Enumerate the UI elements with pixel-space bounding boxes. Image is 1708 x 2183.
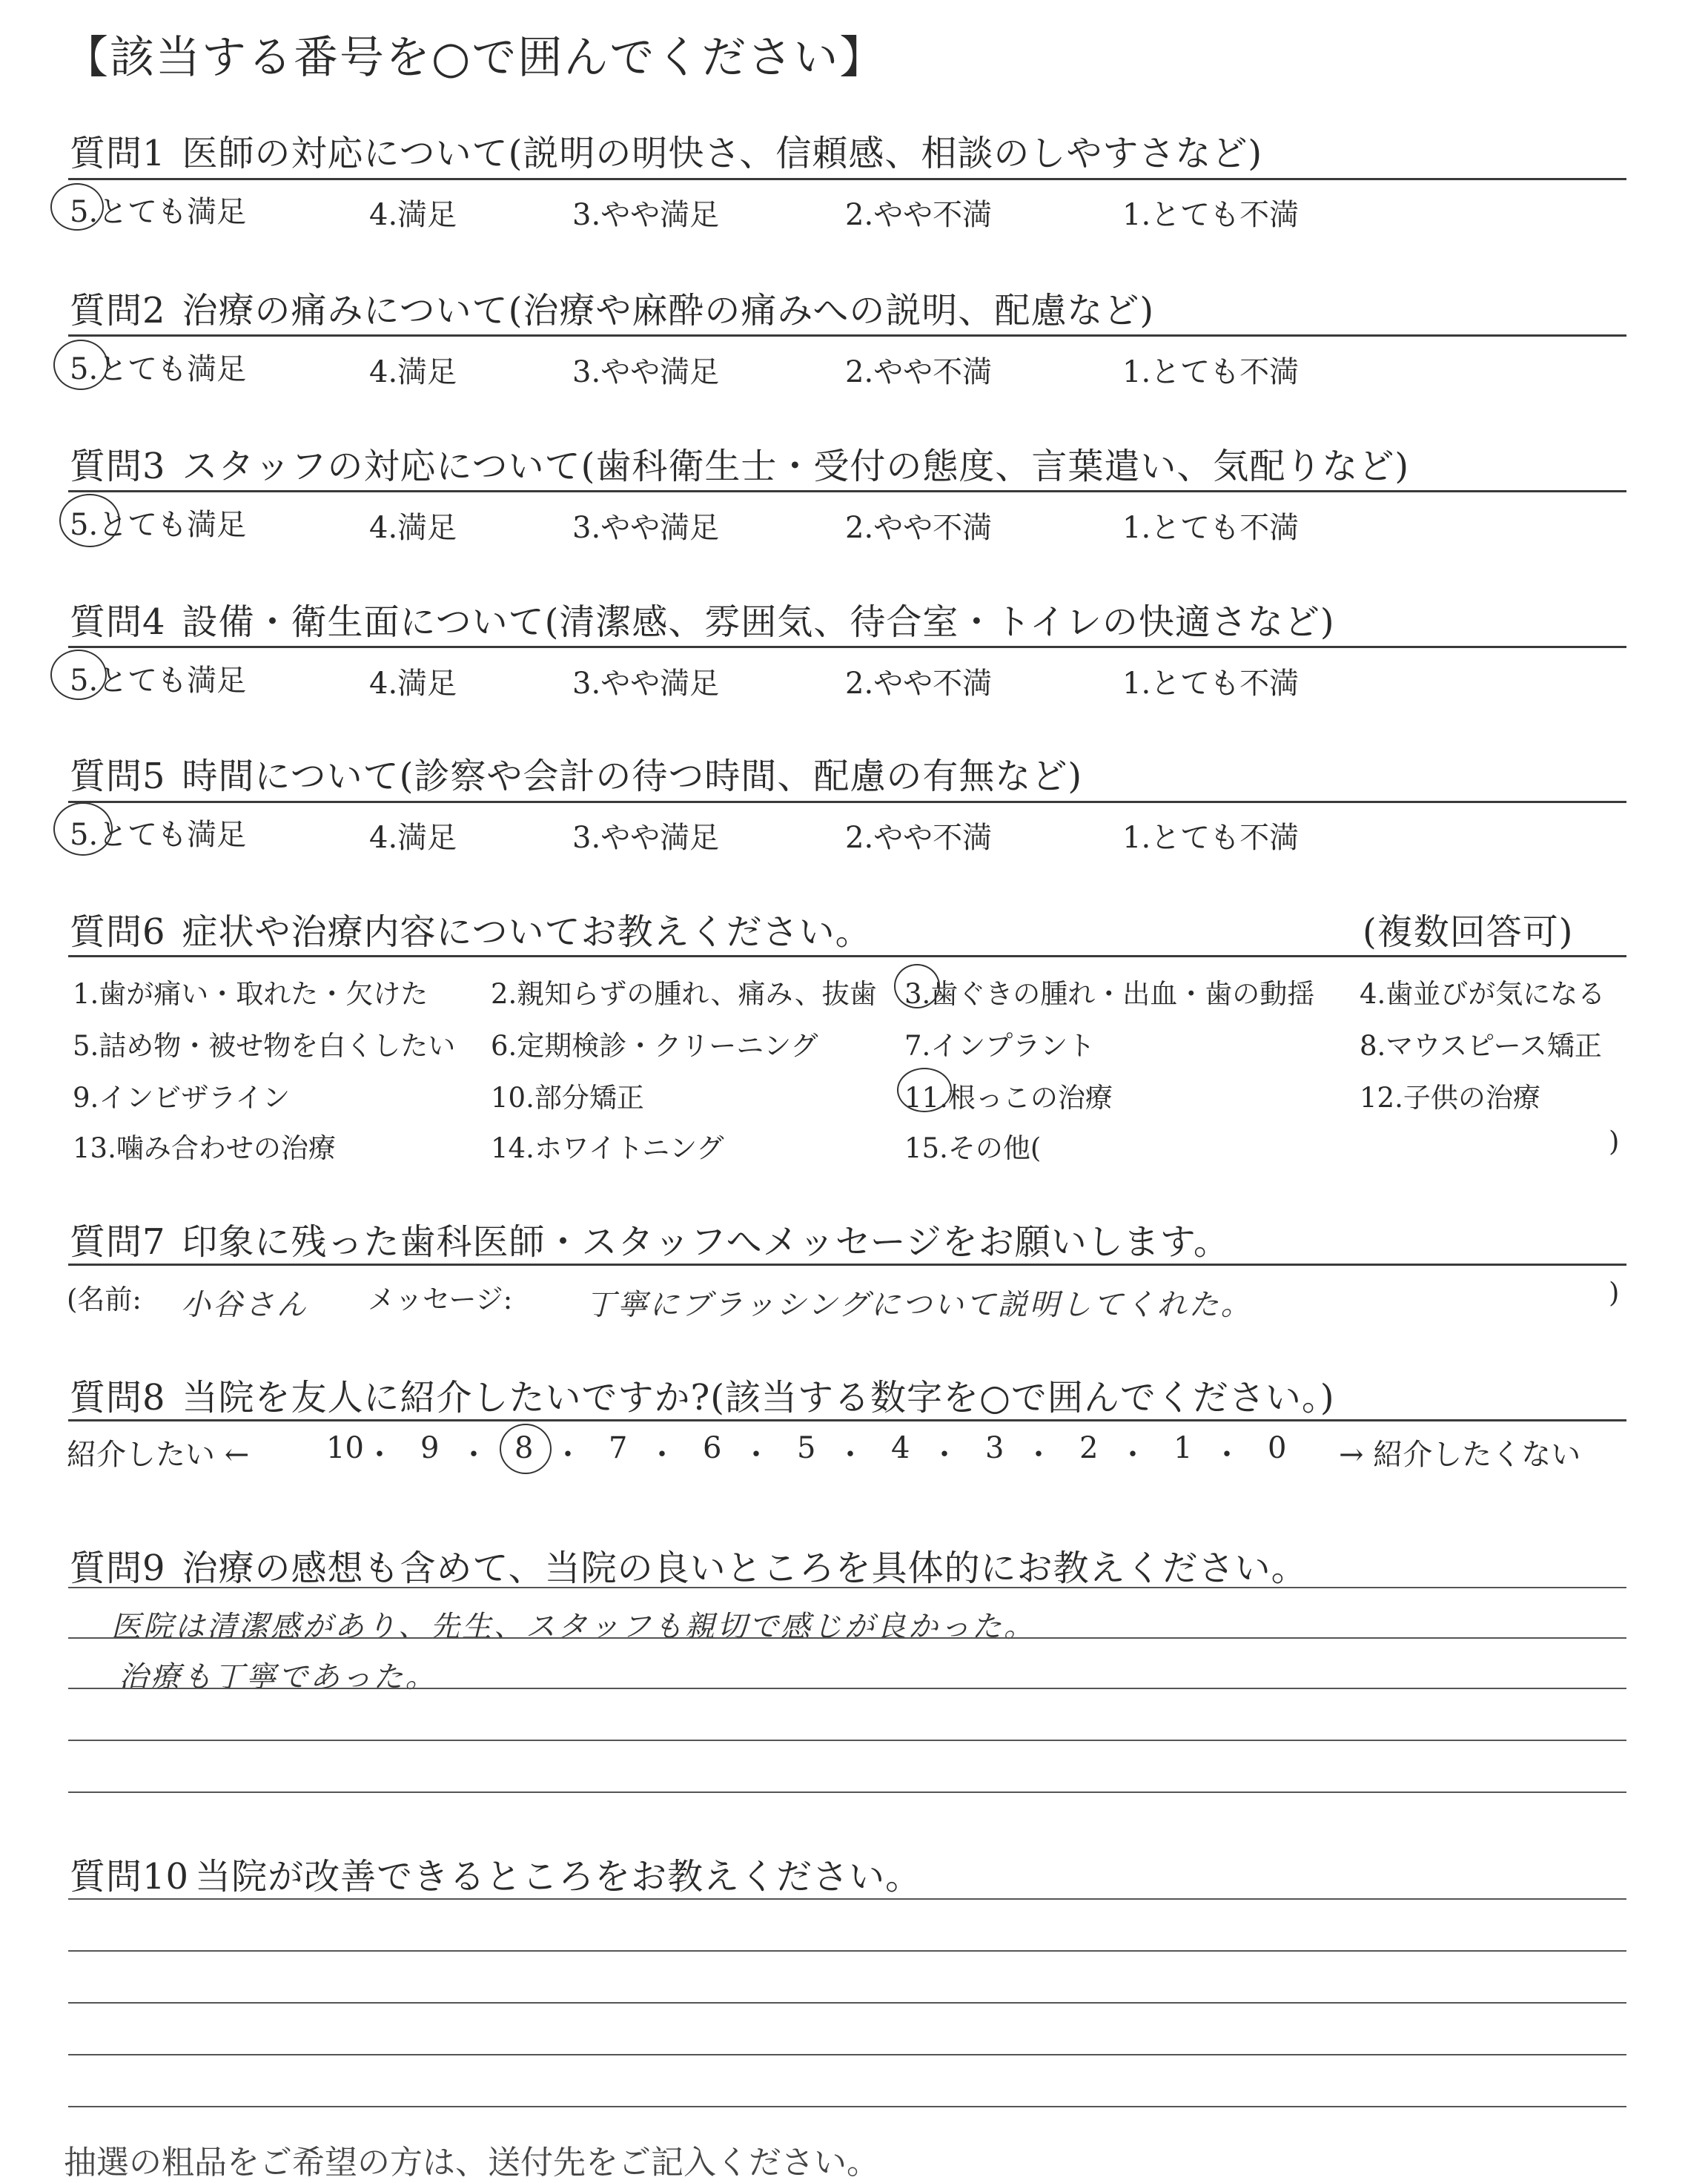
question-text: 症状や治療内容についてお教えください。 [182, 911, 872, 953]
scale-separator: ・ [459, 1438, 489, 1472]
option-1[interactable]: 1.とても不満 [1122, 667, 1300, 701]
answer-line [68, 1898, 1626, 1900]
scale-left-label: 紹介したい ← [67, 1438, 250, 1472]
symptom-option[interactable]: 9.インビザライン [73, 1082, 291, 1114]
scale-separator: ・ [1024, 1438, 1053, 1472]
symptom-option[interactable]: 6.定期検診・クリーニング [491, 1030, 818, 1062]
footer-note: 抽選の粗品をご希望の方は、送付先をご記入ください。 [64, 2144, 879, 2182]
symptom-option-other[interactable]: 15.その他( [904, 1132, 1042, 1164]
question-number: 質問6 [70, 911, 166, 953]
answer-line [68, 1688, 1626, 1689]
close-paren: ) [1609, 1277, 1620, 1309]
answer-line [68, 1587, 1626, 1588]
option-4[interactable]: 4.満足 [369, 355, 457, 389]
question-text: 治療の感想も含めて、当院の良いところを具体的にお教えください。 [182, 1548, 1308, 1589]
question-title [70, 1369, 1335, 1420]
message-handwritten[interactable]: 丁寧にブラッシングについて説明してくれた。 [586, 1288, 1253, 1322]
scale-option-6[interactable]: 6 [703, 1431, 722, 1465]
symptom-option[interactable]: 8.マウスピース矯正 [1360, 1030, 1602, 1062]
divider [68, 646, 1626, 648]
answer-line [68, 1950, 1626, 1952]
scale-option-5[interactable]: 5 [797, 1431, 816, 1465]
option-2[interactable]: 2.やや不満 [845, 511, 993, 545]
divider [68, 1419, 1626, 1421]
scale-option-0[interactable]: 0 [1268, 1431, 1287, 1465]
scale-separator: ・ [365, 1438, 394, 1472]
answer-line [68, 2002, 1626, 2004]
option-4[interactable]: 4.満足 [369, 821, 457, 855]
question-title [70, 437, 1409, 489]
symptom-option[interactable]: 5.詰め物・被せ物を白くしたい [73, 1030, 456, 1062]
symptom-option[interactable]: 11.根っこの治療 [904, 1082, 1113, 1114]
divider [68, 801, 1626, 803]
question-text: 時間について(診察や会計の待つ時間、配慮の有無など) [182, 756, 1083, 797]
option-5[interactable]: 5.とても満足 [70, 664, 247, 698]
answer-line [68, 2054, 1626, 2055]
scale-option-9[interactable]: 9 [420, 1431, 440, 1465]
question-text: 設備・衛生面について(清潔感、雰囲気、待合室・トイレの快適さなど) [182, 601, 1335, 643]
scale-option-10[interactable]: 10 [326, 1431, 364, 1465]
divider [68, 955, 1626, 957]
question-title [70, 1539, 1308, 1591]
scale-separator: ・ [647, 1438, 677, 1472]
question-title [70, 125, 1262, 176]
page-title: 【該当する番号を○で囲んでください】 [64, 32, 886, 84]
option-2[interactable]: 2.やや不満 [845, 821, 993, 855]
question-title [70, 903, 872, 954]
symptom-option[interactable]: 3.歯ぐきの腫れ・出血・歯の動揺 [904, 978, 1315, 1010]
question-text: 印象に残った歯科医師・スタッフへメッセージをお願いします。 [182, 1221, 1230, 1263]
handwritten-answer-line[interactable]: 治療も丁寧であった。 [119, 1660, 437, 1694]
answer-line [68, 1637, 1626, 1639]
option-1[interactable]: 1.とても不満 [1122, 821, 1300, 855]
scale-option-1[interactable]: 1 [1174, 1431, 1193, 1465]
answer-line [68, 1740, 1626, 1741]
name-label: (名前: [67, 1284, 142, 1315]
divider [68, 178, 1626, 180]
scale-separator: ・ [930, 1438, 959, 1472]
option-5[interactable]: 5.とても満足 [70, 818, 247, 852]
option-3[interactable]: 3.やや満足 [572, 198, 720, 232]
handwritten-answer-line[interactable]: 医院は清潔感があり、先生、スタッフも親切で感じが良かった。 [111, 1610, 1036, 1644]
scale-option-2[interactable]: 2 [1079, 1431, 1099, 1465]
option-2[interactable]: 2.やや不満 [845, 667, 993, 701]
question-number: 質問7 [70, 1221, 166, 1263]
question-number: 質問9 [70, 1548, 166, 1589]
scale-option-4[interactable]: 4 [891, 1431, 910, 1465]
answer-line [68, 2106, 1626, 2107]
scale-separator: ・ [1118, 1438, 1148, 1472]
multiple-answer-note: (複数回答可) [1363, 911, 1574, 953]
scale-separator: ・ [835, 1438, 865, 1472]
option-2[interactable]: 2.やや不満 [845, 198, 993, 232]
option-4[interactable]: 4.満足 [369, 511, 457, 545]
symptom-option[interactable]: 12.子供の治療 [1360, 1082, 1540, 1114]
scale-option-7[interactable]: 7 [609, 1431, 628, 1465]
symptom-option[interactable]: 1.歯が痛い・取れた・欠けた [73, 978, 428, 1010]
option-3[interactable]: 3.やや満足 [572, 355, 720, 389]
option-3[interactable]: 3.やや満足 [572, 821, 720, 855]
message-label: メッセージ: [368, 1284, 513, 1315]
question-number: 質問10 [70, 1856, 190, 1898]
question-number: 質問2 [70, 290, 166, 331]
symptom-option[interactable]: 7.インプラント [904, 1030, 1096, 1062]
divider [68, 1264, 1626, 1266]
option-5[interactable]: 5.とても満足 [70, 352, 247, 386]
symptom-option[interactable]: 14.ホワイトニング [491, 1132, 724, 1164]
option-3[interactable]: 3.やや満足 [572, 667, 720, 701]
option-3[interactable]: 3.やや満足 [572, 511, 720, 545]
question-number: 質問3 [70, 446, 166, 487]
question-number: 質問1 [70, 133, 166, 174]
option-2[interactable]: 2.やや不満 [845, 355, 993, 389]
close-paren: ) [1609, 1126, 1620, 1157]
divider [68, 334, 1626, 337]
question-text: 治療の痛みについて(治療や麻酔の痛みへの説明、配慮など) [182, 290, 1155, 331]
scale-option-8[interactable]: 8 [514, 1431, 534, 1465]
option-1[interactable]: 1.とても不満 [1122, 198, 1300, 232]
option-4[interactable]: 4.満足 [369, 667, 457, 701]
answer-line [68, 1791, 1626, 1793]
symptom-option[interactable]: 4.歯並びが気になる [1360, 978, 1606, 1010]
question-text: 医師の対応について(説明の明快さ、信頼感、相談のしやすさなど) [182, 133, 1263, 174]
question-title [70, 747, 1082, 799]
divider [68, 490, 1626, 492]
symptom-option[interactable]: 13.噛み合わせの治療 [73, 1132, 336, 1164]
question-text: 当院が改善できるところをお教えください。 [195, 1856, 922, 1898]
scale-right-label: → 紹介したくない [1339, 1438, 1581, 1472]
scale-option-3[interactable]: 3 [985, 1431, 1004, 1465]
symptom-option[interactable]: 2.親知らずの腫れ、痛み、抜歯 [491, 978, 877, 1010]
question-text: スタッフの対応について(歯科衛生士・受付の態度、言葉遣い、気配りなど) [182, 446, 1410, 487]
question-title [70, 1848, 921, 1899]
option-4[interactable]: 4.満足 [369, 198, 457, 232]
option-5[interactable]: 5.とても満足 [70, 195, 247, 229]
option-1[interactable]: 1.とても不満 [1122, 355, 1300, 389]
symptom-option[interactable]: 10.部分矯正 [491, 1082, 644, 1114]
question-number: 質問8 [70, 1377, 166, 1419]
scale-separator: ・ [553, 1438, 583, 1472]
scale-separator: ・ [1212, 1438, 1242, 1472]
question-title [70, 1213, 1230, 1264]
question-title [70, 593, 1335, 644]
name-handwritten[interactable]: 小谷さん [181, 1288, 308, 1322]
scale-separator: ・ [741, 1438, 771, 1472]
question-number: 質問5 [70, 756, 166, 797]
question-number: 質問4 [70, 601, 166, 643]
question-text: 当院を友人に紹介したいですか?(該当する数字を○で囲んでください。) [182, 1377, 1335, 1419]
option-5[interactable]: 5.とても満足 [70, 508, 247, 542]
option-1[interactable]: 1.とても不満 [1122, 511, 1300, 545]
question-title [70, 282, 1154, 333]
